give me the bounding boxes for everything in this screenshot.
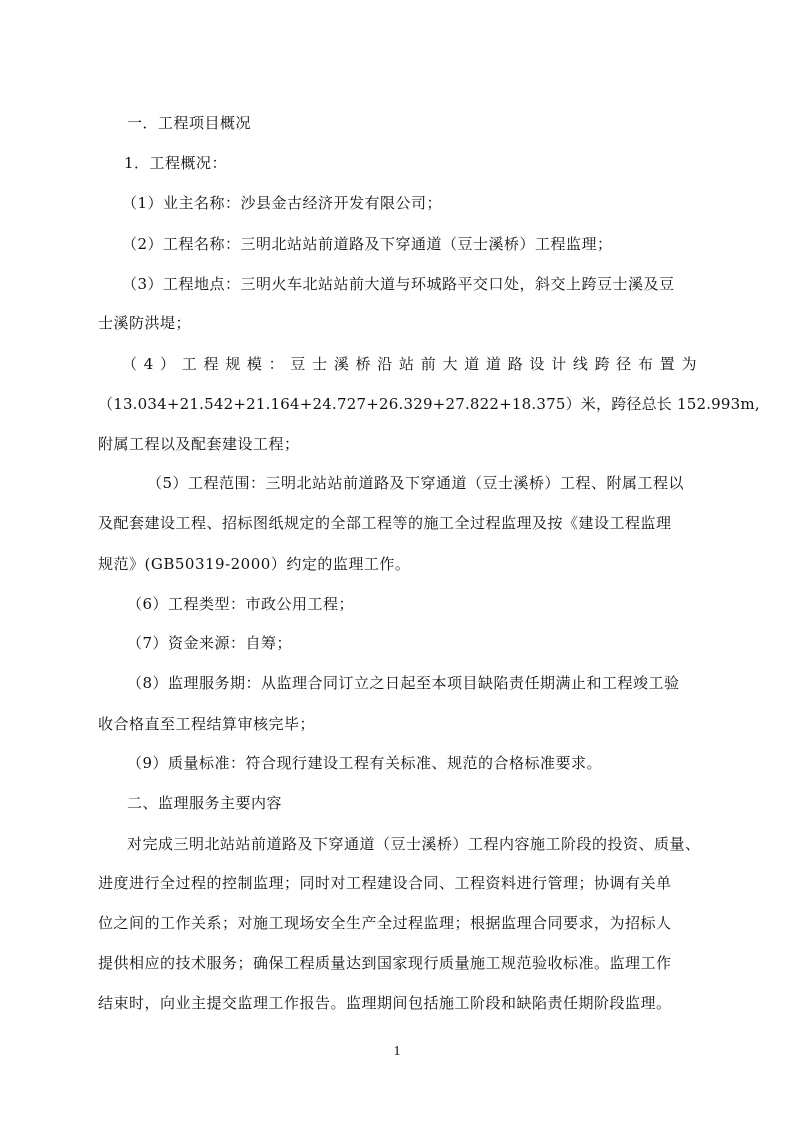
item-line: 收合格直至工程结算审核完毕； <box>98 715 316 733</box>
paragraph-line: 对完成三明北站站前道路及下穿通道（豆士溪桥）工程内容施工阶段的投资、质量、 <box>127 835 701 853</box>
item-line: 规范》(GB50319-2000）约定的监理工作。 <box>98 555 411 573</box>
item-line: （6）工程类型：市政公用工程； <box>127 595 355 613</box>
item-line: （1）业主名称：沙县金古经济开发有限公司； <box>122 194 443 212</box>
item-line: （8）监理服务期：从监理合同订立之日起至本项目缺陷责任期满止和工程竣工验 <box>127 674 680 692</box>
item-line: 附属工程以及配套建设工程； <box>98 435 300 453</box>
item-line: （3）工程地点：三明火车北站站前大道与环城路平交口处，斜交上跨豆士溪及豆 <box>122 275 675 293</box>
item-line: （13.034+21.542+21.164+24.727+26.329+27.822+18.375）米，跨径总长 152.993m, <box>98 395 760 413</box>
paragraph-line: 提供相应的技术服务；确保工程质量达到国家现行质量施工规范验收标准。监理工作 <box>98 954 672 972</box>
item-line: （4）工程规模：豆士溪桥沿站前大道道路设计线跨径布置为 <box>122 355 697 373</box>
paragraph-line: 进度进行全过程的控制监理；同时对工程建设合同、工程资料进行管理；协调有关单 <box>98 874 672 892</box>
item-line: 及配套建设工程、招标图纸规定的全部工程等的施工全过程监理及按《建设工程监理 <box>98 514 672 532</box>
page-number: 1 <box>393 1044 401 1059</box>
paragraph-line: 结束时，向业主提交监理工作报告。监理期间包括施工阶段和缺陷责任期阶段监理。 <box>98 994 672 1012</box>
subsection-heading: 1．工程概况： <box>124 154 228 172</box>
item-line: （2）工程名称：三明北站站前道路及下穿通道（豆士溪桥）工程监理； <box>122 235 613 253</box>
item-line: 士溪防洪堤； <box>98 314 192 332</box>
item-line: （9）质量标准：符合现行建设工程有关标准、规范的合格标准要求。 <box>127 754 603 772</box>
section-heading: 一．工程项目概况 <box>127 114 252 132</box>
item-line: （5）工程范围：三明北站站前道路及下穿通道（豆士溪桥）工程、附属工程以 <box>147 474 685 492</box>
section-heading: 二、监理服务主要内容 <box>127 794 283 812</box>
paragraph-line: 位之间的工作关系；对施工现场安全生产全过程监理；根据监理合同要求，为招标人 <box>98 914 672 932</box>
item-line: （7）资金来源：自筹； <box>127 634 293 652</box>
